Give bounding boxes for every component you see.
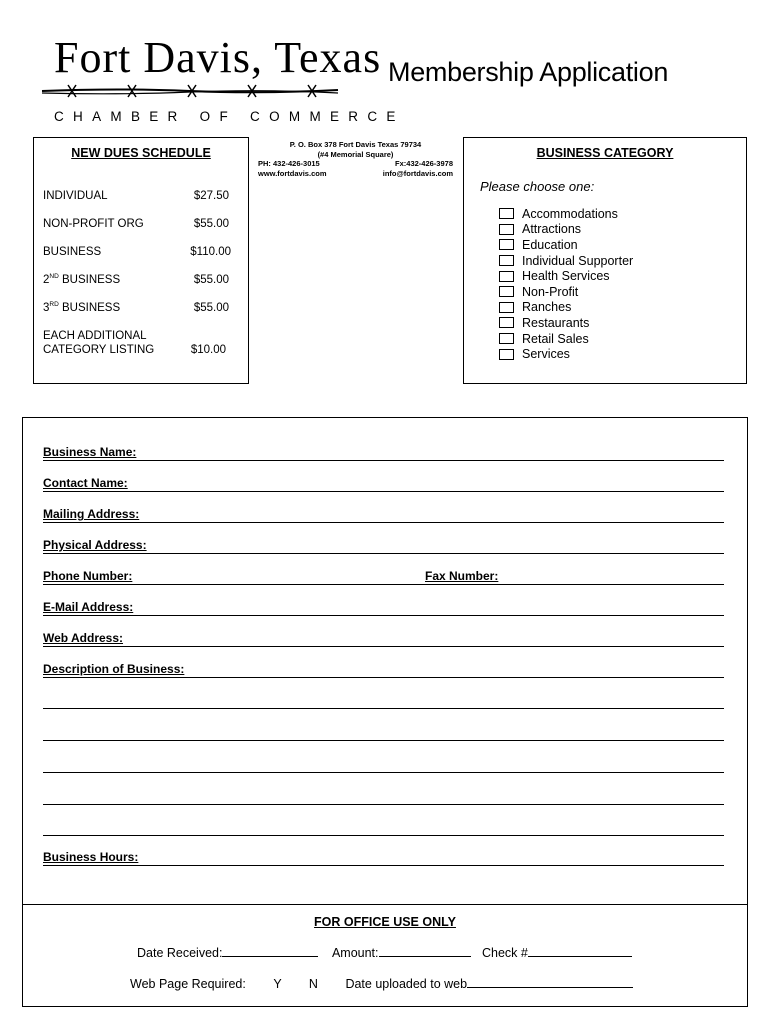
- category-label: Retail Sales: [522, 331, 589, 346]
- category-label: Services: [522, 347, 570, 362]
- dues-label: EACH ADDITIONAL: [43, 330, 147, 342]
- category-option-retail-sales[interactable]: [499, 331, 633, 347]
- office-use-title: FOR OFFICE USE ONLY: [314, 915, 456, 929]
- office-row-1: [137, 945, 632, 960]
- office-divider: [23, 904, 747, 905]
- dues-amount: $110.00: [190, 246, 231, 258]
- contact-address: P. O. Box 378 Fort Davis Texas 79734: [289, 140, 422, 149]
- dues-label: 3RD BUSINESS: [43, 301, 121, 314]
- checkbox[interactable]: [499, 239, 514, 250]
- web-address-label: Web Address:: [43, 631, 124, 645]
- business-hours-label: Business Hours:: [43, 850, 139, 864]
- business-hours-field[interactable]: [43, 850, 724, 866]
- dues-label: 2ND BUSINESS: [43, 273, 121, 286]
- checkbox[interactable]: [499, 317, 514, 328]
- check-label: Check #: [482, 946, 528, 960]
- category-option-individual-supporter[interactable]: [499, 253, 633, 269]
- description-line[interactable]: [43, 804, 724, 805]
- category-label: Restaurants: [522, 315, 590, 330]
- no-option[interactable]: N: [308, 977, 318, 991]
- checkbox[interactable]: [499, 271, 514, 282]
- category-option-restaurants[interactable]: [499, 315, 633, 331]
- description-line[interactable]: [43, 740, 724, 741]
- checkbox[interactable]: [499, 255, 514, 266]
- checkbox[interactable]: [499, 302, 514, 313]
- dues-amount: $55.00: [193, 218, 229, 230]
- dues-label: INDIVIDUAL: [43, 190, 108, 202]
- email-address-label: E-Mail Address:: [43, 600, 134, 614]
- email-address-field[interactable]: [43, 600, 724, 616]
- fax-number-label: Fax Number:: [425, 569, 499, 583]
- checkbox[interactable]: [499, 333, 514, 344]
- contact-email: info@fortdavis.com: [382, 168, 453, 178]
- date-uploaded-label: Date uploaded to web: [345, 977, 468, 991]
- amount-field[interactable]: [379, 945, 471, 957]
- dues-label: NON-PROFIT ORG: [43, 218, 144, 230]
- dues-label: BUSINESS: [43, 246, 102, 258]
- web-page-required-label: Web Page Required:: [130, 977, 246, 991]
- contact-name-field[interactable]: [43, 476, 724, 492]
- page-title: Membership Application: [388, 57, 669, 87]
- contact-info: [258, 140, 453, 178]
- web-address-field[interactable]: [43, 631, 724, 647]
- business-name-field[interactable]: [43, 445, 724, 461]
- category-label: Health Services: [522, 269, 610, 284]
- description-field[interactable]: [43, 662, 724, 678]
- category-label: Individual Supporter: [522, 253, 634, 268]
- contact-name-label: Contact Name:: [43, 476, 128, 490]
- description-line[interactable]: [43, 772, 724, 773]
- category-option-attractions[interactable]: [499, 222, 633, 238]
- description-line[interactable]: [43, 708, 724, 709]
- category-option-accommodations[interactable]: [499, 206, 633, 222]
- dues-label: CATEGORY LISTING: [43, 344, 155, 356]
- contact-phone: PH: 432-426-3015: [258, 159, 320, 168]
- physical-address-field[interactable]: [43, 538, 724, 554]
- date-uploaded-field[interactable]: [467, 976, 633, 988]
- amount-label: Amount:: [331, 946, 379, 960]
- phone-fax-field[interactable]: [43, 569, 724, 585]
- category-option-non-profit[interactable]: [499, 284, 633, 300]
- chamber-logo: [40, 30, 382, 110]
- category-label: Education: [522, 237, 578, 252]
- category-option-services[interactable]: [499, 346, 633, 362]
- checkbox[interactable]: [499, 349, 514, 360]
- contact-web: www.fortdavis.com: [258, 168, 327, 178]
- dues-amount: $10.00: [190, 344, 226, 356]
- mailing-address-field[interactable]: [43, 507, 724, 523]
- contact-location: (#4 Memorial Square): [317, 149, 394, 159]
- description-label: Description of Business:: [43, 662, 185, 676]
- checkbox[interactable]: [499, 208, 514, 219]
- category-label: Attractions: [522, 222, 582, 237]
- category-label: Accommodations: [522, 206, 618, 221]
- category-option-health-services[interactable]: [499, 268, 633, 284]
- category-prompt: Please choose one:: [480, 179, 595, 194]
- logo-text: Fort Davis, Texas: [54, 33, 382, 82]
- application-form: [22, 417, 748, 1007]
- chamber-tagline: CHAMBER OF COMMERCE: [54, 109, 405, 124]
- category-title: BUSINESS CATEGORY: [536, 146, 674, 160]
- checkbox[interactable]: [499, 224, 514, 235]
- contact-fax: Fx:432-426-3978: [395, 159, 453, 168]
- mailing-address-label: Mailing Address:: [43, 507, 140, 521]
- physical-address-label: Physical Address:: [43, 538, 147, 552]
- dues-title: NEW DUES SCHEDULE: [71, 146, 211, 160]
- dues-amount: $55.00: [193, 302, 229, 314]
- checkbox[interactable]: [499, 286, 514, 297]
- business-category-box: [463, 137, 747, 384]
- category-label: Non-Profit: [522, 284, 579, 299]
- barbed-wire-icon: [40, 82, 340, 100]
- date-received-label: Date Received:: [137, 946, 223, 960]
- office-row-2: [130, 976, 633, 991]
- category-option-education[interactable]: [499, 237, 633, 253]
- category-list: [499, 206, 633, 362]
- yes-option[interactable]: Y: [273, 977, 282, 991]
- check-field[interactable]: [528, 945, 632, 957]
- business-name-label: Business Name:: [43, 445, 137, 459]
- dues-schedule-box: [33, 137, 249, 384]
- description-line[interactable]: [43, 835, 724, 836]
- category-option-ranches[interactable]: [499, 300, 633, 316]
- date-received-field[interactable]: [222, 945, 318, 957]
- dues-amount: $55.00: [193, 274, 229, 286]
- phone-number-label: Phone Number:: [43, 569, 133, 583]
- dues-amount: $27.50: [193, 190, 229, 202]
- category-label: Ranches: [522, 300, 572, 315]
